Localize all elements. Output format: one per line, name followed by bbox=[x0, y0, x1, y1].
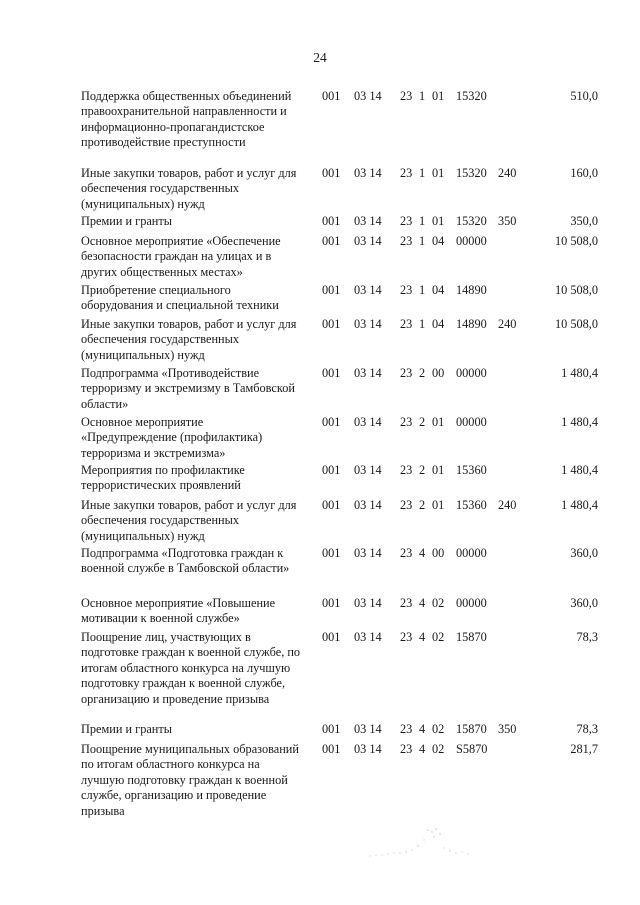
row-admin-code: 001 bbox=[322, 463, 341, 477]
row-section-code: 03 14 bbox=[354, 546, 382, 560]
row-section-code: 03 14 bbox=[354, 630, 382, 644]
row-measure-code: 00 bbox=[432, 546, 445, 560]
row-amount: 1 480,4 bbox=[561, 498, 598, 512]
row-name: Подпрограмма «Противодействие терроризму и экстремизму в Тамбовской области» bbox=[81, 366, 295, 411]
row-measure-code: 02 bbox=[432, 596, 445, 610]
row-admin-code: 001 bbox=[322, 498, 341, 512]
row-admin-code: 001 bbox=[322, 742, 341, 756]
row-program-code: 23 bbox=[400, 546, 413, 560]
row-name: Приобретение специального оборудования и специальной техники bbox=[81, 283, 279, 313]
row-subprogram-code: 4 bbox=[419, 630, 426, 644]
row-section-code: 03 14 bbox=[354, 415, 382, 429]
row-subprogram-code: 2 bbox=[419, 498, 426, 512]
row-name: Премии и гранты bbox=[81, 214, 173, 228]
row-program-code: 23 bbox=[400, 742, 413, 756]
row-subprogram-code: 1 bbox=[419, 214, 426, 228]
row-direction-code: 14890 bbox=[456, 317, 487, 331]
row-section-code: 03 14 bbox=[354, 283, 382, 297]
row-name: Поддержка общественных объединений правоохранительной направленности и информационно-пропагандистское противодействие преступности bbox=[81, 89, 292, 150]
row-name: Иные закупки товаров, работ и услуг для обеспечения государственных (муниципальных) нужд bbox=[81, 166, 297, 211]
row-section-code: 03 14 bbox=[354, 722, 382, 736]
row-section-code: 03 14 bbox=[354, 366, 382, 380]
row-measure-code: 01 bbox=[432, 214, 445, 228]
row-direction-code: 00000 bbox=[456, 234, 487, 248]
row-amount: 360,0 bbox=[570, 596, 598, 610]
row-name: Мероприятия по профилактике террористических проявлений bbox=[81, 463, 245, 493]
row-direction-code: 15870 bbox=[456, 722, 487, 736]
row-admin-code: 001 bbox=[322, 630, 341, 644]
row-subprogram-code: 2 bbox=[419, 366, 426, 380]
row-measure-code: 04 bbox=[432, 234, 445, 248]
row-subprogram-code: 2 bbox=[419, 415, 426, 429]
row-amount: 350,0 bbox=[570, 214, 598, 228]
row-admin-code: 001 bbox=[322, 166, 341, 180]
row-direction-code: 15360 bbox=[456, 463, 487, 477]
row-direction-code: 15360 bbox=[456, 498, 487, 512]
row-direction-code: 15320 bbox=[456, 214, 487, 228]
row-expense-type: 350 bbox=[498, 214, 517, 228]
row-direction-code: 14890 bbox=[456, 283, 487, 297]
row-admin-code: 001 bbox=[322, 722, 341, 736]
row-section-code: 03 14 bbox=[354, 742, 382, 756]
row-amount: 10 508,0 bbox=[554, 283, 598, 297]
row-measure-code: 02 bbox=[432, 630, 445, 644]
row-program-code: 23 bbox=[400, 166, 413, 180]
row-program-code: 23 bbox=[400, 234, 413, 248]
row-direction-code: 15320 bbox=[456, 89, 487, 103]
row-direction-code: 00000 bbox=[456, 596, 487, 610]
row-amount: 510,0 bbox=[570, 89, 598, 103]
row-program-code: 23 bbox=[400, 317, 413, 331]
row-measure-code: 01 bbox=[432, 463, 445, 477]
row-admin-code: 001 bbox=[322, 234, 341, 248]
row-section-code: 03 14 bbox=[354, 166, 382, 180]
row-amount: 1 480,4 bbox=[561, 366, 598, 380]
row-subprogram-code: 1 bbox=[419, 283, 426, 297]
row-measure-code: 01 bbox=[432, 166, 445, 180]
row-direction-code: 00000 bbox=[456, 546, 487, 560]
row-subprogram-code: 1 bbox=[419, 89, 426, 103]
row-name: Иные закупки товаров, работ и услуг для обеспечения государственных (муниципальных) нужд bbox=[81, 317, 297, 362]
row-subprogram-code: 4 bbox=[419, 546, 426, 560]
row-measure-code: 01 bbox=[432, 415, 445, 429]
row-measure-code: 02 bbox=[432, 742, 445, 756]
row-measure-code: 02 bbox=[432, 722, 445, 736]
row-admin-code: 001 bbox=[322, 366, 341, 380]
row-name: Иные закупки товаров, работ и услуг для обеспечения государственных (муниципальных) нужд bbox=[81, 498, 297, 543]
row-admin-code: 001 bbox=[322, 596, 341, 610]
row-admin-code: 001 bbox=[322, 415, 341, 429]
row-amount: 78,3 bbox=[576, 630, 598, 644]
row-admin-code: 001 bbox=[322, 89, 341, 103]
row-direction-code: 15870 bbox=[456, 630, 487, 644]
row-name: Поощрение муниципальных образований по итогам областного конкурса на лучшую подготовку граждан к военной службе, организацию и проведение призыва bbox=[81, 742, 299, 818]
row-measure-code: 04 bbox=[432, 317, 445, 331]
row-section-code: 03 14 bbox=[354, 214, 382, 228]
row-name: Поощрение лиц, участвующих в подготовке граждан к военной службе, по итогам областного конкурса на лучшую подготовку граждан к военной службе, организацию и проведение призыва bbox=[81, 630, 301, 706]
row-name: Подпрограмма «Подготовка граждан к военной службе в Тамбовской области» bbox=[81, 546, 290, 576]
row-section-code: 03 14 bbox=[354, 498, 382, 512]
row-measure-code: 01 bbox=[432, 498, 445, 512]
row-subprogram-code: 2 bbox=[419, 463, 426, 477]
row-amount: 160,0 bbox=[570, 166, 598, 180]
row-program-code: 23 bbox=[400, 89, 413, 103]
row-name: Основное мероприятие «Предупреждение (профилактика) терроризма и экстремизма» bbox=[81, 415, 263, 460]
row-amount: 281,7 bbox=[570, 742, 598, 756]
row-section-code: 03 14 bbox=[354, 317, 382, 331]
row-program-code: 23 bbox=[400, 415, 413, 429]
row-expense-type: 240 bbox=[498, 498, 517, 512]
row-admin-code: 001 bbox=[322, 317, 341, 331]
row-section-code: 03 14 bbox=[354, 234, 382, 248]
row-amount: 78,3 bbox=[576, 722, 598, 736]
page-number: 24 bbox=[313, 50, 327, 65]
row-amount: 1 480,4 bbox=[561, 415, 598, 429]
row-measure-code: 04 bbox=[432, 283, 445, 297]
row-section-code: 03 14 bbox=[354, 89, 382, 103]
scan-artifact-mark bbox=[358, 822, 478, 862]
row-direction-code: 00000 bbox=[456, 415, 487, 429]
row-direction-code: 15320 bbox=[456, 166, 487, 180]
row-amount: 360,0 bbox=[570, 546, 598, 560]
row-subprogram-code: 4 bbox=[419, 742, 426, 756]
row-program-code: 23 bbox=[400, 214, 413, 228]
row-amount: 10 508,0 bbox=[554, 234, 598, 248]
row-measure-code: 01 bbox=[432, 89, 445, 103]
row-expense-type: 350 bbox=[498, 722, 517, 736]
row-program-code: 23 bbox=[400, 596, 413, 610]
row-name: Основное мероприятие «Повышение мотивации к военной службе» bbox=[81, 596, 276, 626]
row-expense-type: 240 bbox=[498, 166, 517, 180]
row-program-code: 23 bbox=[400, 630, 413, 644]
row-name: Основное мероприятие «Обеспечение безопасности граждан на улицах и в других общественных местах» bbox=[81, 234, 281, 279]
row-admin-code: 001 bbox=[322, 546, 341, 560]
row-expense-type: 240 bbox=[498, 317, 517, 331]
row-direction-code: S5870 bbox=[456, 742, 488, 756]
row-amount: 10 508,0 bbox=[554, 317, 598, 331]
row-subprogram-code: 4 bbox=[419, 596, 426, 610]
row-subprogram-code: 4 bbox=[419, 722, 426, 736]
row-section-code: 03 14 bbox=[354, 596, 382, 610]
row-amount: 1 480,4 bbox=[561, 463, 598, 477]
row-name: Премии и гранты bbox=[81, 722, 173, 736]
row-program-code: 23 bbox=[400, 498, 413, 512]
row-admin-code: 001 bbox=[322, 214, 341, 228]
row-program-code: 23 bbox=[400, 722, 413, 736]
row-section-code: 03 14 bbox=[354, 463, 382, 477]
row-subprogram-code: 1 bbox=[419, 234, 426, 248]
row-subprogram-code: 1 bbox=[419, 166, 426, 180]
row-measure-code: 00 bbox=[432, 366, 445, 380]
row-direction-code: 00000 bbox=[456, 366, 487, 380]
row-program-code: 23 bbox=[400, 366, 413, 380]
row-admin-code: 001 bbox=[322, 283, 341, 297]
row-program-code: 23 bbox=[400, 463, 413, 477]
row-subprogram-code: 1 bbox=[419, 317, 426, 331]
row-program-code: 23 bbox=[400, 283, 413, 297]
